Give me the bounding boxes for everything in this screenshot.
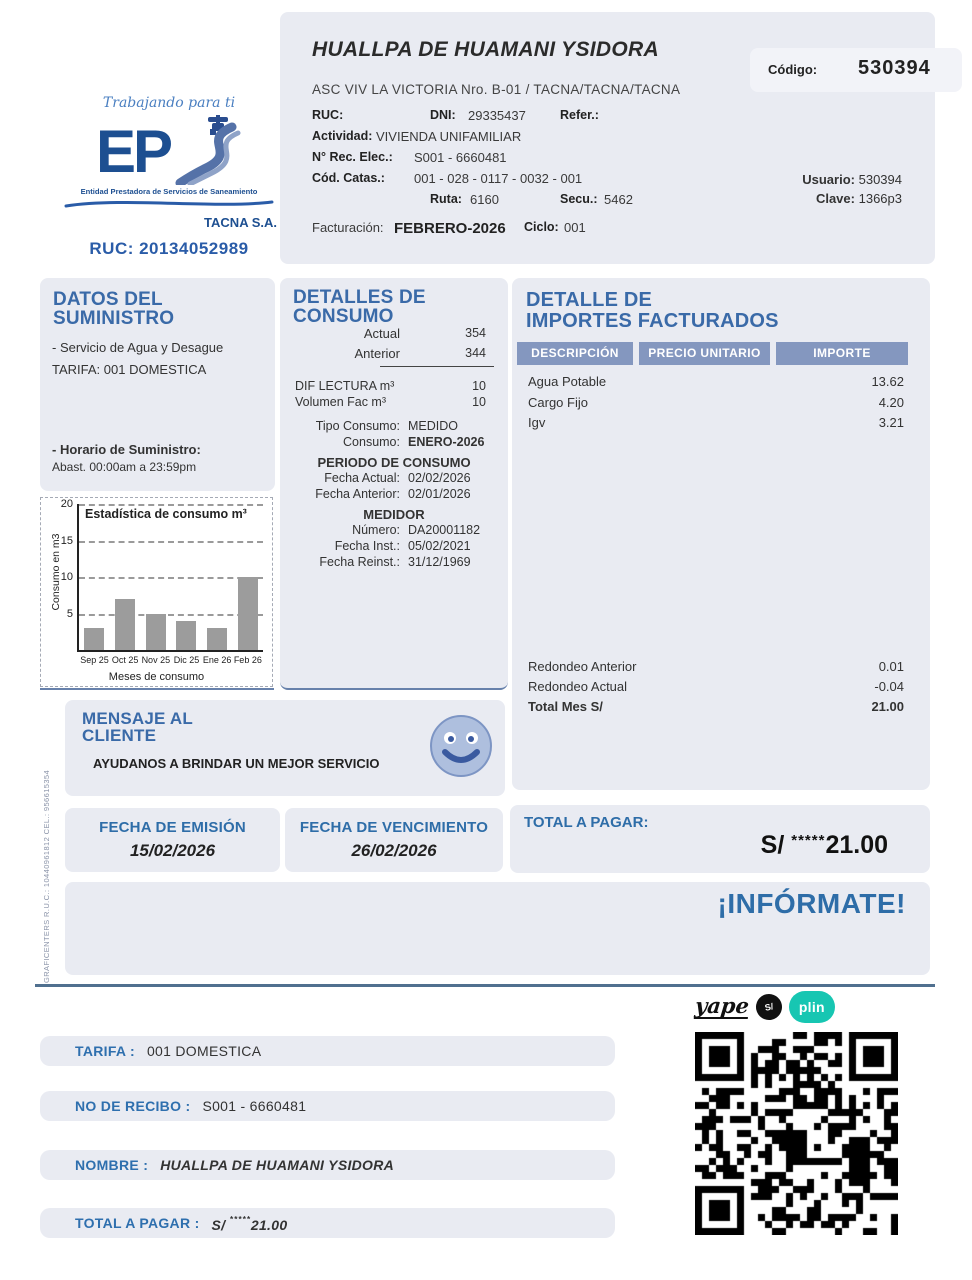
chart-y-tick: 15 [60, 534, 73, 547]
stub-recibo-value: S001 - 6660481 [202, 1098, 307, 1114]
consumption-chart [40, 497, 273, 687]
fecha-vencimiento-box [285, 808, 503, 872]
item-importe: 13.62 [871, 374, 904, 389]
mensaje-title: MENSAJE AL CLIENTE [82, 709, 193, 745]
chart-bar [146, 614, 166, 651]
horario-value: Abast. 00:00am a 23:59pm [52, 460, 197, 474]
item-desc: Cargo Fijo [528, 395, 588, 410]
facturacion-value: FEBRERO-2026 [394, 220, 506, 237]
medidor-numero-label: Número: [352, 523, 400, 537]
chart-plot-area [60, 498, 263, 665]
anterior-value: 344 [465, 346, 486, 360]
ruc-label: RUC: [312, 108, 344, 122]
fecha-vencimiento-label: FECHA DE VENCIMIENTO [299, 819, 489, 836]
codigo-box [750, 48, 962, 92]
dif-value: 10 [472, 379, 486, 393]
secu-label: Secu.: [560, 192, 598, 206]
chart-bar [176, 621, 196, 650]
fecha-actual-value: 02/02/2026 [408, 471, 471, 485]
logo-ep-letters: EP [95, 118, 171, 185]
tipo-value: MEDIDO [408, 419, 458, 433]
ciclo-value: 001 [564, 220, 586, 235]
eps-logo [55, 95, 283, 259]
chart-title: Estadística de consumo m³ [85, 507, 247, 521]
yape-badge-icon: S/ [753, 992, 784, 1023]
ruta-value: 6160 [470, 192, 499, 207]
logo-swoosh [64, 199, 274, 209]
fecha-reinst-value: 31/12/1969 [408, 555, 471, 569]
tipo-label: Tipo Consumo: [315, 419, 400, 433]
importes-title: DETALLE DE IMPORTES FACTURADOS [526, 289, 779, 332]
stub-total-value: S/ *****21.00 [211, 1213, 288, 1233]
chart-x-axis-label: Meses de consumo [108, 671, 205, 683]
stub-recibo-row [40, 1091, 615, 1121]
item-desc: Igv [528, 415, 546, 430]
clave-line [790, 191, 902, 206]
stub-tarifa-row [40, 1036, 615, 1066]
suministro-title: DATOS DEL SUMINISTRO [53, 289, 175, 329]
fecha-emision-label: FECHA DE EMISIÓN [99, 819, 246, 836]
total-pagar-amount: S/ *****21.00 [760, 831, 888, 859]
informate-text: ¡INFÓRMATE! [717, 888, 906, 919]
chart-gridline [79, 577, 263, 579]
servicio-line: - Servicio de Agua y Desague [52, 340, 224, 355]
stub-total-label: TOTAL A PAGAR : [75, 1215, 200, 1231]
printer-credit-note: GRAFICENTERS R.U.C.: 10440961812 CEL.: 956615354 [42, 769, 51, 983]
table-row [528, 374, 904, 389]
consumo-mes-label: Consumo: [343, 435, 400, 449]
chart-bar [115, 599, 135, 650]
chart-bar [84, 628, 104, 650]
logo-subtitle: Entidad Prestadora de Servicios de Saneamiento [80, 187, 258, 196]
fecha-inst-value: 05/02/2021 [408, 539, 471, 553]
redondeo-actual-label: Redondeo Actual [528, 679, 628, 694]
ruta-label: Ruta: [430, 192, 462, 206]
chart-x-tick: Feb 26 [233, 655, 262, 665]
fecha-emision-value: 15/02/2026 [129, 841, 216, 860]
total-pagar-box [510, 805, 930, 873]
ciclo-label: Ciclo: [524, 220, 559, 234]
actual-label: Actual [363, 326, 400, 341]
stub-tarifa-label: TARIFA : [75, 1043, 135, 1059]
rec-elec-label: N° Rec. Elec.: [312, 150, 393, 164]
clave-label: Clave: [815, 191, 855, 206]
table-row [528, 415, 904, 430]
vol-value: 10 [472, 395, 486, 409]
refer-label: Refer.: [560, 108, 599, 122]
clave-value: 1366p3 [858, 191, 902, 206]
item-importe: 4.20 [878, 395, 904, 410]
col-header-precio-unitario: PRECIO UNITARIO [639, 342, 770, 365]
medidor-numero-value: DA20001182 [408, 523, 481, 537]
usuario-line [790, 172, 902, 187]
payment-logos [695, 990, 835, 1024]
rec-elec-value: S001 - 6660481 [414, 150, 507, 165]
stub-nombre-value: HUALLPA DE HUAMANI YSIDORA [160, 1157, 395, 1173]
chart-y-tick: 20 [60, 498, 73, 510]
medidor-title: MEDIDOR [363, 507, 425, 522]
chart-bar [207, 628, 227, 650]
total-mes-label: Total Mes S/ [528, 699, 603, 714]
chart-x-tick: Sep 25 [80, 655, 109, 665]
customer-address: ASC VIV LA VICTORIA Nro. B-01 / TACNA/TACNA/TACNA [312, 82, 681, 97]
logo-tagline: Trabajando para ti [102, 95, 236, 111]
informate-panel [65, 882, 930, 975]
chart-y-axis-label: Consumo en m3 [50, 533, 62, 611]
item-desc: Agua Potable [528, 374, 607, 389]
mensaje-cliente-panel [65, 700, 505, 796]
usuario-value: 530394 [858, 172, 902, 187]
fecha-reinst-label: Fecha Reinst.: [319, 555, 400, 569]
fecha-emision-box [65, 808, 280, 872]
dif-label: DIF LECTURA m³ [295, 379, 395, 393]
periodo-title: PERIODO DE CONSUMO [317, 455, 471, 470]
stub-nombre-row [40, 1150, 615, 1180]
actual-value: 354 [465, 326, 486, 340]
fecha-anterior-value: 02/01/2026 [408, 487, 471, 501]
item-importe: 3.21 [878, 415, 904, 430]
table-row [528, 395, 904, 410]
secu-value: 5462 [604, 192, 633, 207]
cod-catas-label: Cód. Catas.: [312, 171, 385, 185]
col-header-importe: IMPORTE [776, 342, 908, 365]
stub-tarifa-value: 001 DOMESTICA [146, 1043, 262, 1059]
redondeo-actual-row [528, 679, 904, 694]
datos-suministro-panel [40, 278, 275, 491]
stub-total-row [40, 1208, 615, 1238]
fecha-inst-label: Fecha Inst.: [334, 539, 400, 553]
smiley-icon [429, 714, 493, 778]
redondeo-anterior-value: 0.01 [878, 659, 904, 674]
chart-x-tick: Nov 25 [141, 655, 171, 665]
col-header-descripcion: DESCRIPCIÓN [517, 342, 633, 365]
river-faucet-icon [170, 113, 242, 185]
chart-y-tick: 10 [60, 571, 73, 583]
fecha-anterior-label: Fecha Anterior: [315, 487, 400, 501]
chart-gridline [79, 614, 263, 616]
usuario-label: Usuario: [802, 172, 855, 187]
logo-company: TACNA S.A. [204, 215, 277, 230]
actividad-value: VIVIENDA UNIFAMILIAR [376, 129, 522, 144]
redondeo-actual-value: -0.04 [874, 679, 904, 694]
codigo-label: Código: [768, 62, 818, 77]
consumo-mes-value: ENERO-2026 [408, 435, 485, 449]
redondeo-anterior-row [528, 659, 904, 674]
consumo-title: DETALLES DE CONSUMO [293, 287, 426, 327]
chart-bar [238, 577, 258, 650]
customer-name: HUALLPA DE HUAMANI YSIDORA [312, 38, 659, 61]
importes-facturados-panel [512, 278, 930, 790]
chart-x-tick: Dic 25 [173, 655, 200, 665]
codigo-value: 530394 [858, 57, 931, 79]
detalles-consumo-panel [280, 278, 508, 690]
vol-label: Volumen Fac m³ [295, 395, 387, 409]
total-pagar-label: TOTAL A PAGAR: [524, 814, 649, 831]
mensaje-body: AYUDANOS A BRINDAR UN MEJOR SERVICIO [93, 756, 380, 771]
consumo-divider [380, 366, 494, 367]
payment-qr-code [695, 1032, 898, 1235]
chart-gridline [79, 541, 263, 543]
total-mes-value: 21.00 [871, 699, 904, 714]
dni-label: DNI: [430, 108, 456, 122]
dni-value: 29335437 [468, 108, 526, 123]
tarifa-line: TARIFA: 001 DOMESTICA [52, 362, 207, 377]
chart-x-tick: Ene 26 [202, 655, 232, 665]
chart-y-tick: 5 [66, 607, 73, 620]
chart-gridline [79, 504, 263, 506]
chart-underline [40, 688, 274, 690]
cod-catas-value: 001 - 028 - 0117 - 0032 - 001 [414, 171, 583, 186]
total-mes-row [528, 699, 904, 714]
facturacion-label: Facturación: [312, 220, 384, 235]
horario-label: - Horario de Suministro: [52, 442, 201, 457]
plin-logo: plin [789, 991, 835, 1023]
yape-logo: yape [693, 993, 751, 1018]
actividad-label: Actividad: [312, 129, 373, 143]
fecha-actual-label: Fecha Actual: [324, 471, 400, 485]
fecha-vencimiento-value: 26/02/2026 [351, 841, 437, 860]
stub-nombre-label: NOMBRE : [75, 1157, 149, 1173]
anterior-label: Anterior [354, 346, 400, 361]
stub-recibo-label: NO DE RECIBO : [75, 1098, 191, 1114]
logo-ruc: RUC: 20134052989 [89, 239, 249, 258]
redondeo-anterior-label: Redondeo Anterior [528, 659, 637, 674]
chart-x-tick: Oct 25 [111, 655, 139, 665]
stub-divider-rule [35, 984, 935, 987]
